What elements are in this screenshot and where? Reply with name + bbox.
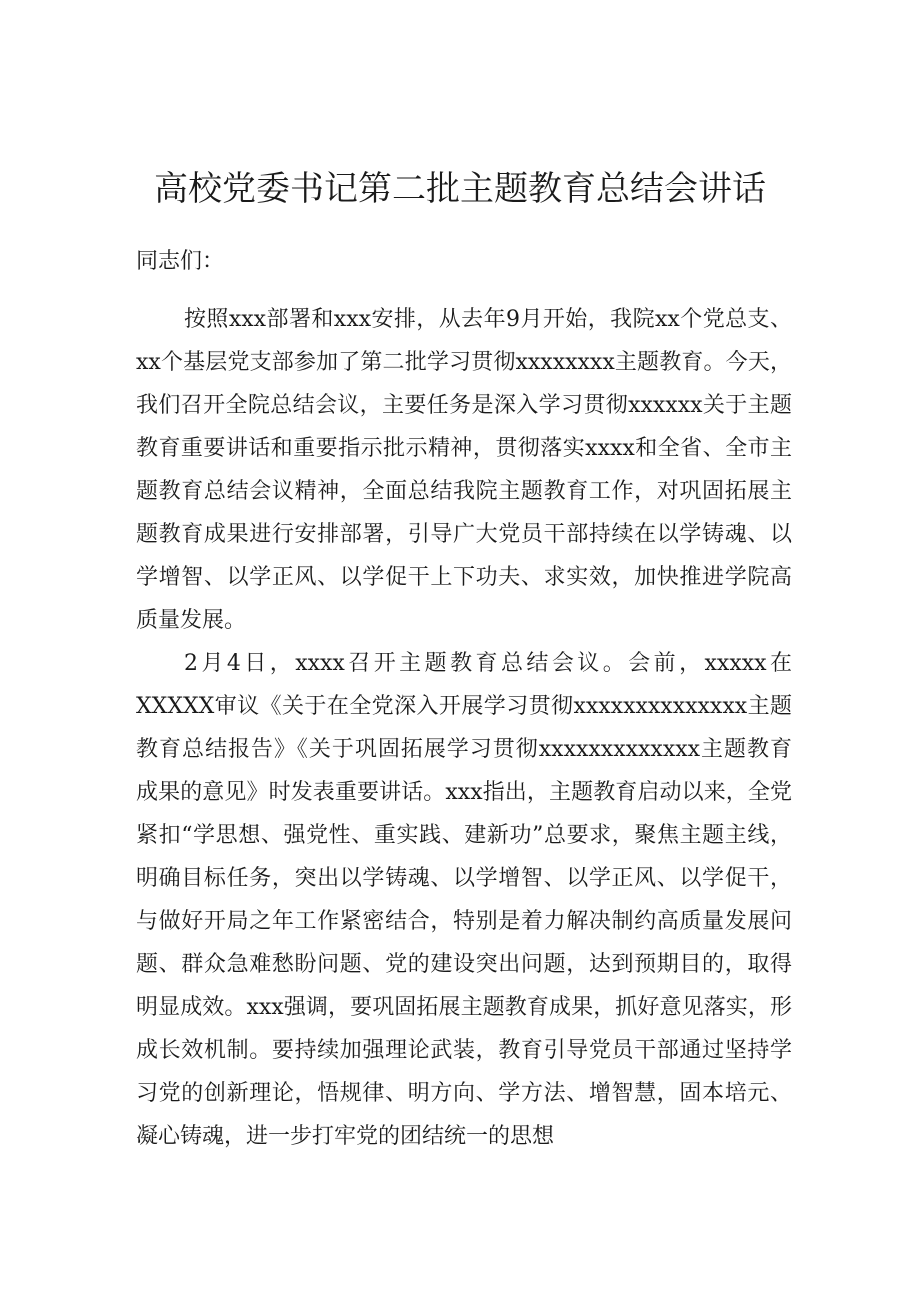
salutation: 同志们： [136, 249, 225, 274]
document-body [136, 240, 792, 1158]
document-title: 高校党委书记第二批主题教育总结会讲话 [154, 169, 766, 209]
paragraph-2: 2月4日，xxxx召开主题教育总结会议。会前，xxxxx在XXXXX审议《关于在全党深入开展学习贯彻xxxxxxxxxxxxxx主题教育总结报告》《关于巩固拓展学习贯彻xxxxxxxxxxxxx主题教育成果的意见》时发表重要讲话。xxx指出，主题教育启动以来，全党紧扣“学思想、强党性、重实践、建新功”总要求，聚焦主题主线，明确目标任务，突出以学铸魂、以学增智、以学正风、以学促干，与做好开局之年工作紧密结合，特别是着力解决制约高质量发展问题、群众急难愁盼问题、党的建设突出问题，达到预期目的，取得明显成效。xxx强调，要巩固拓展主题教育成果，抓好意见落实，形成长效机制。要持续加强理论武装，教育引导党员干部通过坚持学习党的创新理论，悟规律、明方向、学方法、增智慧，固本培元、凝心铸魂，进一步打牢党的团结统一的思想 [136, 651, 792, 1149]
paragraph-1: 按照xxx部署和xxx安排，从去年9月开始，我院xx个党总支、xx个基层党支部参加了第二批学习贯彻xxxxxxxx主题教育。今天，我们召开全院总结会议，主要任务是深入学习贯彻xxxxxx关于主题教育重要讲话和重要指示批示精神，贯彻落实xxxx和全省、全市主题教育总结会议精神，全面总结我院主题教育工作，对巩固拓展主题教育成果进行安排部署，引导广大党员干部持续在以学铸魂、以学增智、以学正风、以学促干上下功夫、求实效，加快推进学院高质量发展。 [136, 307, 792, 633]
